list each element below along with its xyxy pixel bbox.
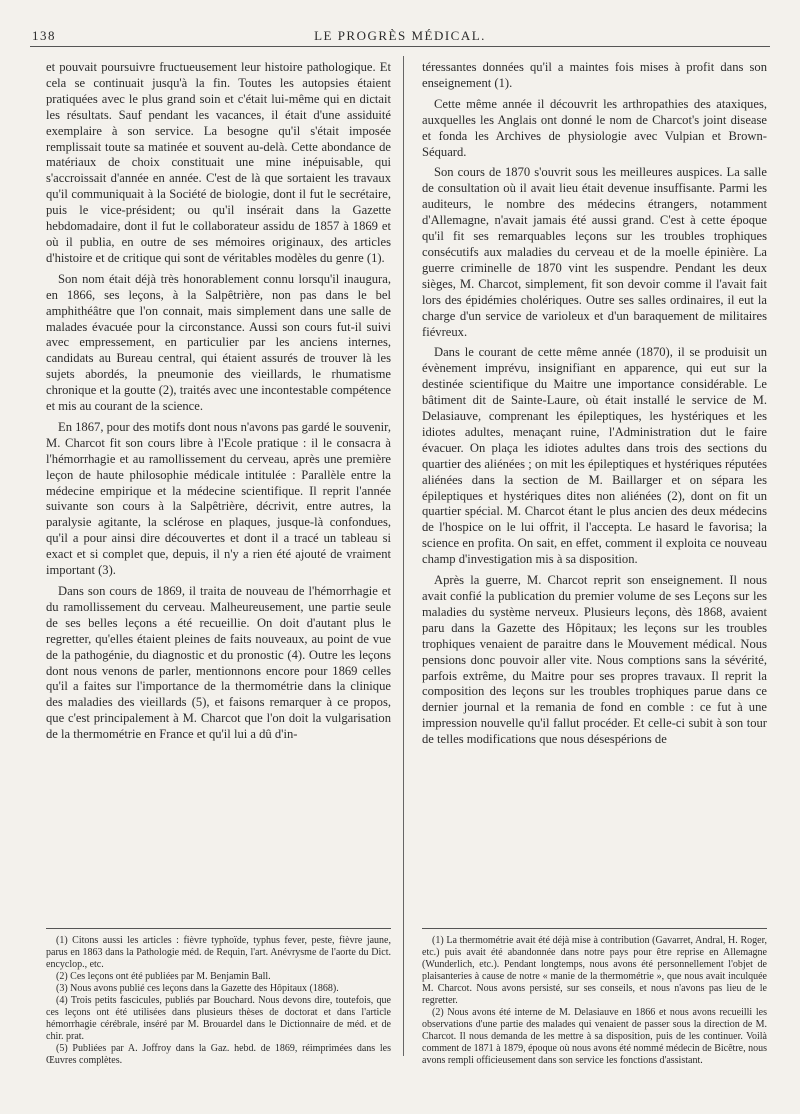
- page-number: 138: [32, 28, 56, 43]
- paragraph: Dans le courant de cette même année (1870), il se produisit un évènement imprévu, insignifiant en apparence, qui eut sur la destinée scientifique du Maitre une importance considérable. Le bâtiment dit de Sainte-Laure, où était installé le service de M. Delasiauve, comprenant les épileptiques, les hystériques et les idiotes adultes, menaçant ruine, l'Administration dut le faire évacuer. On plaça les idiotes adultes dans trois des sections du quartier des aliénées ; on mit les épileptiques et hystériques réputées aliénées dans la section de M. Baillarger et on sépara les épileptiques et hystériques dites non aliénées (2), dont on fit un quartier spécial. M. Charcot étant le plus ancien des deux médecins de l'hospice on le lui offrit, il l'accepta. Le hasard le favorisa; la science en profita. On sait, en effet, comment il exploita ce nouveau champ d'investigation mis à sa disposition.: [422, 345, 767, 567]
- paragraph: En 1867, pour des motifs dont nous n'avons pas gardé le souvenir, M. Charcot fit son cours libre à l'Ecole pratique : il le consacra à l'hémorrhagie et au ramollissement du cerveau, après une première leçon de haute philosophie médicale intitulée : Parallèle entre la médecine empirique et la médecine scientifique. Il reprit l'année suivante son cours à la Salpêtrière, décrivit, entre autres, la paralysie agitante, la sclérose en plaques, jusque-là confondues, qu'il a pour ainsi dire découvertes et dont il a tracé un tableau si exact et si complet que, depuis, il n'y a rien été ajouté de vraiment important (3).: [46, 419, 392, 578]
- left-column: [46, 60, 391, 748]
- right-column: [422, 60, 767, 753]
- paragraph: Après la guerre, M. Charcot reprit son enseignement. Il nous avait confié la publication du premier volume de ses Leçons sur les maladies du système nerveux. Plusieurs leçons, dès 1868, avaient paru dans la Gazette des Hôpitaux; les leçons sur les troubles trophiques venaient de paraitre dans le Mouvement médical. Nous pensions donc pouvoir aller vite. Nous comptions sans la sévérité, parfois extrême, du Maitre pour ses propres travaux. Il reprit la composition des leçons sur les troubles trophiques parue dans ce dernier journal et la remania de fond en comble : ce fut à une impression nouvelle qu'il fallut procéder. Et celle-ci subit à son tour de telles modifications que nous désespérions de: [422, 573, 767, 747]
- footnotes-left: [46, 928, 391, 1067]
- paragraph: Dans son cours de 1869, il traita de nouveau de l'hémorrhagie et du ramollissement du cerveau. Malheureusement, une partie seule de ses belles leçons a été recueillie. On doit d'autant plus le regretter, qu'elles étaient pleines de faits nouveaux, au point de vue de la pathogénie, du diagnostic et du pronostic (4). Outre les leçons dont nous venons de parler, mentionnons encore pour 1869 celles qu'il a faites sur l'importance de la thermométrie dans la clinique des maladies des vieillards (5), et faisons remarquer à ce propos, que c'est principalement à M. Charcot que l'on doit la vulgarisation de la thermométrie en France et qu'il lui a dû d'in-: [46, 584, 391, 742]
- footnote: (2) Nous avons été interne de M. Delasiauve en 1866 et nous avons recueilli les observations d'une partie des malades qui venaient de passer sous la direction de M. Charcot. Il nous demanda de les mettre à sa disposition, puis de les continuer. Voilà comment de 1871 à 1879, époque où nous avons été nommé médecin de Bicêtre, nous avons rempli officieusement dans son service les fonctions d'assistant.: [422, 1007, 767, 1066]
- footnote: (1) La thermométrie avait été déjà mise à contribution (Gavarret, Andral, H. Roger, etc.) puis avait été abandonnée dans notre pays pour être reprise en Allemagne (Wunderlich, etc.). Pendant longtemps, nous avons été personnellement l'objet de plaisanteries à cause de notre « manie de la thermométrie », que nous avait inculquée M. Charcot. Nous avons persisté, sur ses conseils, et nous n'avons pas lieu de le regretter.: [422, 935, 767, 1006]
- footnote-rule: [422, 928, 767, 929]
- footnote: (3) Nous avons publié ces leçons dans la Gazette des Hôpitaux (1868).: [56, 983, 339, 994]
- column-divider: [403, 56, 404, 1056]
- paragraph: Son nom était déjà très honorablement connu lorsqu'il inaugura, en 1866, ses leçons, à la Salpêtrière, non pas dans le bel amphithéâtre que l'on connait, mais simplement dans une salle de malades évacuée pour la circonstance. Aussi son cours fut-il suivi avec empressement, en particulier par les anciens internes, candidats au Bureau central, qui étaient assurés de trouver là les sujets abordés, la pneumonie des vieillards, le rhumatisme chronique et la goutte (2), traités avec une incontestable compétence et mis au courant de la science.: [46, 271, 391, 414]
- paragraph: Son cours de 1870 s'ouvrit sous les meilleures auspices. La salle de consultation où il avait lieu était devenue insuffisante. Parmi les auditeurs, le nombre des médecins étrangers, notamment d'Allemagne, n'avait jamais été aussi grand. C'est à cette époque qu'il fit ses remarquables leçons sur les troubles trophiques consécutifs aux maladies du cerveau et de la moelle épinière. La guerre criminelle de 1870 vint les suspendre. Pendant les deux sièges, M. Charcot, simplement, fit son devoir comme il l'avait fait lors des épidémies cholériques. Outre ses salles ordinaires, il eut la charge d'un service de varioleux et d'un baraquement de militaires fiévreux.: [422, 165, 767, 339]
- footnotes-right: [422, 928, 767, 1067]
- journal-title: LE PROGRÈS MÉDICAL.: [314, 28, 486, 43]
- footnote: (4) Trois petits fascicules, publiés par Bouchard. Nous devons dire, toutefois, que ces leçons ont été utilisées dans plusieurs thèses de doctorat et dans l'article hémorrhagie cérébrale, inséré par M. Brouardel dans le Dictionnaire de méd. et de chir. prat.: [46, 995, 391, 1042]
- footnote: (1) Citons aussi les articles : fièvre typhoïde, typhus fever, peste, fièvre jaune, parus en 1863 dans la Pathologie méd. de Requin, l'art. Anévrysme de l'aorte du Dict. encyclop., etc.: [46, 935, 391, 970]
- running-header: [30, 26, 770, 47]
- footnote: (2) Ces leçons ont été publiées par M. Benjamin Ball.: [56, 971, 271, 982]
- footnote-rule: [46, 928, 391, 929]
- paragraph: Cette même année il découvrit les arthropathies des ataxiques, auxquelles les Anglais ont donné le nom de Charcot's joint disease et fonda les Archives de physiologie avec Vulpian et Brown-Séquard.: [422, 96, 767, 159]
- footnote: (5) Publiées par A. Joffroy dans la Gaz. hebd. de 1869, réimprimées dans les Œuvres complètes.: [46, 1043, 391, 1066]
- paragraph: et pouvait poursuivre fructueusement leur histoire pathologique. Et cela se continuait jusqu'à la fin. Toutes les autopsies étaient pratiquées avec le plus grand soin et c'était lui-même qui en dictait les résultats. Sauf pendant les vacances, il était d'une assiduité exemplaire à son service. La besogne qu'il s'était imposée remplissait toute sa matinée et souvent au-delà. Cette abondance de matériaux de choix constituait une mine inépuisable, qui s'accroissait d'année en année. C'est de là que sortaient les travaux qu'il communiquait à la Société de biologie, dont il fut le secrétaire, puis le vice-président; ou qu'il insérait dans la Gazette hebdomadaire, dont il fut le collaborateur assidu de 1857 à 1869 et où il publia, en outre de ses mémoires originaux, des articles d'histoire et de critique qui sont de véritables modèles du genre (1).: [46, 60, 391, 265]
- paragraph: téressantes données qu'il a maintes fois mises à profit dans son enseignement (1).: [422, 60, 767, 90]
